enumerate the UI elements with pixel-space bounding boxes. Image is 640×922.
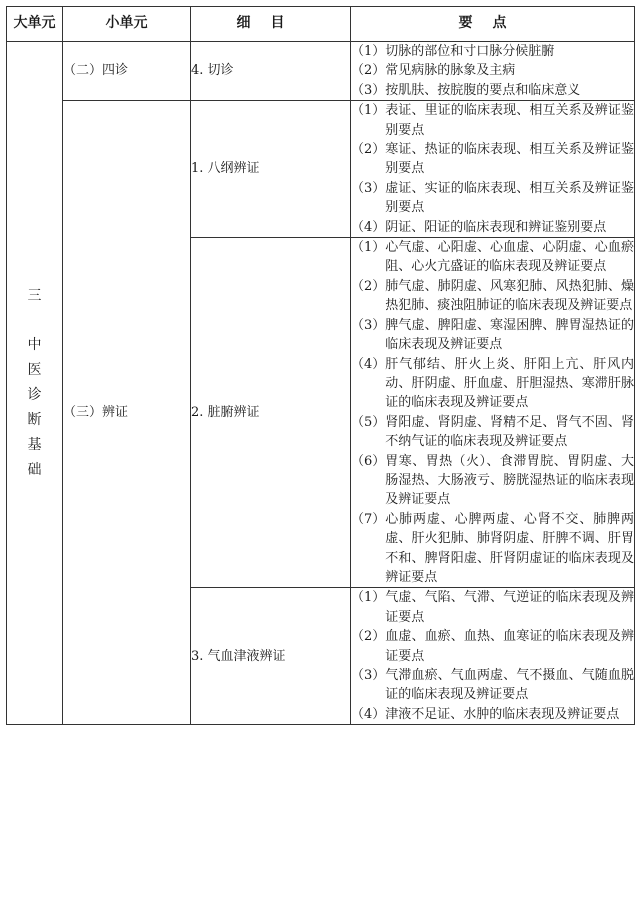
point-text: 表证、里证的临床表现、相互关系及辨证鉴别要点 — [385, 103, 634, 138]
point-item — [351, 218, 634, 237]
point-number: （1） — [351, 240, 386, 256]
big-unit-cell — [7, 42, 63, 725]
sub-unit-cell: （二）四诊 — [63, 42, 191, 101]
point-item — [351, 101, 634, 140]
header-row — [7, 7, 635, 42]
big-unit-char: 础 — [27, 461, 42, 478]
point-item — [351, 510, 634, 588]
detail-cell: 1. 八纲辨证 — [191, 101, 351, 238]
point-number: （2） — [351, 63, 386, 79]
point-number: （1） — [351, 44, 386, 59]
point-text: 常见病脉的脉象及主病 — [385, 63, 516, 79]
detail-cell: 3. 气血津液辨证 — [191, 588, 351, 725]
point-item — [351, 413, 634, 452]
big-unit-char: 诊 — [27, 386, 42, 403]
header-key-points: 要点 — [351, 7, 635, 42]
point-text: 心肺两虚、心脾两虚、心肾不交、肺脾两虚、肝火犯肺、肺肾阴虚、肝脾不调、肝胃不和、脾肾阳虚、肝肾阴虚证的临床表现及辨证要点 — [385, 511, 634, 585]
table-row — [7, 42, 635, 101]
sub-unit-cell: （三）辨证 — [63, 101, 191, 725]
key-points-cell — [351, 238, 635, 588]
point-text: 气滞血瘀、气血两虚、气不摄血、气随血脱证的临床表现及辨证要点 — [385, 668, 634, 703]
point-number: （1） — [351, 590, 386, 606]
big-unit-char: 中 — [27, 336, 42, 353]
key-points-cell — [351, 588, 635, 725]
point-number: （4） — [351, 706, 386, 722]
point-text: 脾气虚、脾阳虚、寒湿困脾、脾胃湿热证的临床表现及辨证要点 — [385, 317, 634, 353]
syllabus-table — [6, 6, 635, 725]
point-text: 血虚、血瘀、血热、血寒证的临床表现及辨证要点 — [385, 629, 634, 664]
big-unit-char: 医 — [27, 361, 42, 378]
point-item — [351, 627, 634, 666]
point-item — [351, 316, 634, 355]
point-text: 肾阳虚、肾阴虚、肾精不足、肾气不固、肾不纳气证的临床表现及辨证要点 — [385, 414, 634, 450]
point-text: 寒证、热证的临床表现、相互关系及辨证鉴别要点 — [385, 142, 634, 177]
big-unit-char: 断 — [27, 411, 42, 428]
point-item — [351, 42, 634, 61]
point-item — [351, 140, 634, 179]
point-item — [351, 238, 634, 277]
key-points-cell — [351, 101, 635, 238]
point-text: 切脉的部位和寸口脉分候脏腑 — [385, 44, 555, 59]
header-sub-unit: 小单元 — [63, 7, 191, 42]
detail-cell: 2. 脏腑辨证 — [191, 238, 351, 588]
point-text: 气虚、气陷、气滞、气逆证的临床表现及辨证要点 — [385, 590, 634, 625]
point-text: 胃寒、胃热（火）、食滞胃脘、胃阴虚、大肠湿热、大肠液亏、膀胱湿热证的临床表现及辨证要点 — [385, 453, 634, 508]
header-big-unit: 大单元 — [7, 7, 63, 42]
big-unit-vertical-label — [27, 284, 43, 483]
point-number: （1） — [351, 103, 386, 119]
point-item — [351, 61, 634, 80]
point-text: 肝气郁结、肝火上炎、肝阳上亢、肝风内动、肝阴虚、肝血虚、肝胆湿热、寒滞肝脉证的临床表现及辨证要点 — [385, 356, 634, 411]
point-item — [351, 588, 634, 627]
point-number: （2） — [351, 278, 386, 294]
point-text: 津液不足证、水肿的临床表现及辨证要点 — [385, 706, 620, 722]
point-item — [351, 277, 634, 316]
point-item — [351, 355, 634, 413]
point-number: （6） — [351, 453, 386, 469]
point-item — [351, 705, 634, 724]
point-number: （2） — [351, 142, 386, 158]
point-text: 肺气虚、肺阴虚、风寒犯肺、风热犯肺、燥热犯肺、痰浊阻肺证的临床表现及辨证要点 — [385, 278, 634, 314]
point-number: （3） — [351, 668, 386, 683]
table-row — [7, 101, 635, 238]
point-number: （3） — [351, 317, 386, 333]
point-number: （3） — [351, 180, 386, 196]
point-item — [351, 179, 634, 218]
point-text: 按肌肤、按脘腹的要点和临床意义 — [385, 82, 581, 98]
point-number: （3） — [351, 82, 386, 98]
point-item — [351, 666, 634, 705]
point-text: 虚证、实证的临床表现、相互关系及辨证鉴别要点 — [385, 180, 634, 216]
big-unit-char: 基 — [27, 436, 42, 453]
big-unit-char: 三 — [27, 287, 42, 304]
point-text: 心气虚、心阳虚、心血虚、心阴虚、心血瘀阻、心火亢盛证的临床表现及辨证要点 — [385, 240, 634, 275]
key-points-cell — [351, 42, 635, 101]
point-item — [351, 452, 634, 510]
point-number: （2） — [351, 629, 386, 645]
point-number: （7） — [351, 511, 386, 527]
point-text: 阴证、阳证的临床表现和辨证鉴别要点 — [385, 219, 607, 235]
point-number: （4） — [351, 356, 386, 372]
point-item — [351, 81, 634, 100]
point-number: （4） — [351, 219, 386, 235]
detail-cell: 4. 切诊 — [191, 42, 351, 101]
header-detail: 细目 — [191, 7, 351, 42]
point-number: （5） — [351, 414, 386, 430]
